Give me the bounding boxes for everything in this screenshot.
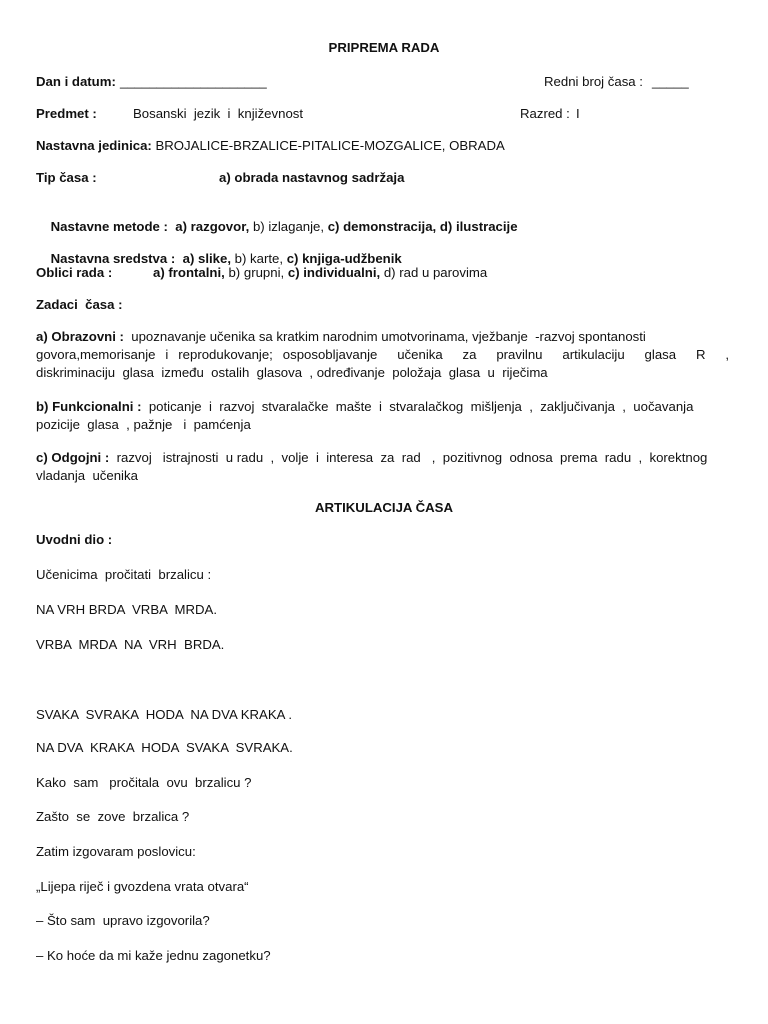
question-line: Kako sam pročitala ovu brzalicu ? — [36, 775, 252, 790]
tongue-twister-line: SVAKA SVRAKA HODA NA DVA KRAKA . — [36, 707, 293, 722]
teaching-unit-row — [36, 137, 505, 155]
articulation-title: ARTIKULACIJA ČASA — [315, 500, 453, 515]
educational-label: a) Obrazovni : — [36, 329, 124, 344]
educational-line-2: govora,memorisanje i reprodukovanje; osposobljavanje učenika za pravilnu artikulaciju glasa R , — [36, 347, 729, 362]
means-item: a) slike, — [182, 250, 231, 266]
work-form-item: b) grupni, — [224, 265, 288, 280]
functional-line-1: b) Funkcionalni : poticanje i razvoj stvaralačke mašte i stvaralačkog mišljenja , zaključivanja , uočavanja — [36, 399, 694, 414]
intro-line: Zatim izgovaram poslovicu: — [36, 844, 196, 859]
educational-line-1: a) Obrazovni : upoznavanje učenika sa kratkim narodnim umotvorinama, vježbanje -razvoj spontanosti — [36, 329, 646, 344]
work-form-item: a) frontalni, — [153, 265, 225, 280]
lesson-number-blank: _____ — [652, 74, 689, 89]
work-forms-label: Oblici rada : — [36, 265, 113, 280]
lesson-type-label: Tip časa : — [36, 170, 97, 185]
upbringing-line-1: c) Odgojni : razvoj istrajnosti u radu , volje i interesa za rad , pozitivnog odnosa prema radu , korektnog — [36, 450, 708, 465]
question-line: Zašto se zove brzalica ? — [36, 809, 190, 824]
upbringing-task — [36, 449, 729, 485]
means-item: c) knjiga-udžbenik — [286, 250, 402, 266]
intro-label: Uvodni dio : — [36, 532, 113, 547]
question-line: – Što sam upravo izgovorila? — [36, 913, 210, 928]
grade-label: Razred : — [520, 106, 570, 121]
teaching-means-label: Nastavna sredstva : — [50, 250, 176, 266]
functional-label: b) Funkcionalni : — [36, 399, 142, 414]
work-form-item: d) rad u parovima — [380, 265, 488, 280]
tongue-twister-line: NA DVA KRAKA HODA SVAKA SVRAKA. — [36, 740, 293, 755]
teaching-methods-label: Nastavne metode : — [50, 218, 168, 234]
work-forms-list — [153, 264, 487, 282]
tongue-twister-line: NA VRH BRDA VRBA MRDA. — [36, 602, 218, 617]
method-item: b) izlaganje, — [249, 218, 328, 234]
teaching-unit-label: Nastavna jedinica: — [36, 138, 152, 153]
tongue-twister-line: VRBA MRDA NA VRH BRDA. — [36, 637, 225, 652]
date-label: Dan i datum: — [36, 74, 116, 89]
method-item: c) demonstracija, — [327, 218, 437, 234]
functional-task — [36, 398, 729, 434]
document-title: PRIPREMA RADA — [328, 40, 440, 55]
educational-line-3: diskriminaciju glasa između ostalih glasova , određivanje položaja glasa u riječima — [36, 365, 548, 380]
work-form-item: c) individualni, — [287, 265, 381, 280]
grade-value: I — [576, 106, 580, 121]
educational-task — [36, 328, 729, 382]
subject-label: Predmet : — [36, 106, 97, 121]
functional-line-2: pozicije glasa , pažnje i pamćenja — [36, 417, 251, 432]
subject-value: Bosanski jezik i književnost — [133, 106, 304, 121]
proverb-line: „Lijepa riječ i gvozdena vrata otvara“ — [36, 879, 249, 894]
lesson-type-value: a) obrada nastavnog sadržaja — [219, 170, 405, 185]
intro-line: Učenicima pročitati brzalicu : — [36, 567, 212, 582]
means-item: b) karte, — [231, 250, 287, 266]
upbringing-line-2: vladanja učenika — [36, 468, 138, 483]
method-item: a) razgovor, — [175, 218, 250, 234]
lesson-number-label: Redni broj časa : — [544, 74, 643, 89]
question-line: – Ko hoće da mi kaže jednu zagonetku? — [36, 948, 271, 963]
date-blank: ____________________ — [120, 74, 267, 89]
tasks-label: Zadaci časa : — [36, 297, 123, 312]
teaching-unit-value: BROJALICE-BRZALICE-PITALICE-MOZGALICE, OBRADA — [155, 138, 505, 153]
method-item: d) ilustracije — [439, 218, 518, 234]
upbringing-label: c) Odgojni : — [36, 450, 110, 465]
